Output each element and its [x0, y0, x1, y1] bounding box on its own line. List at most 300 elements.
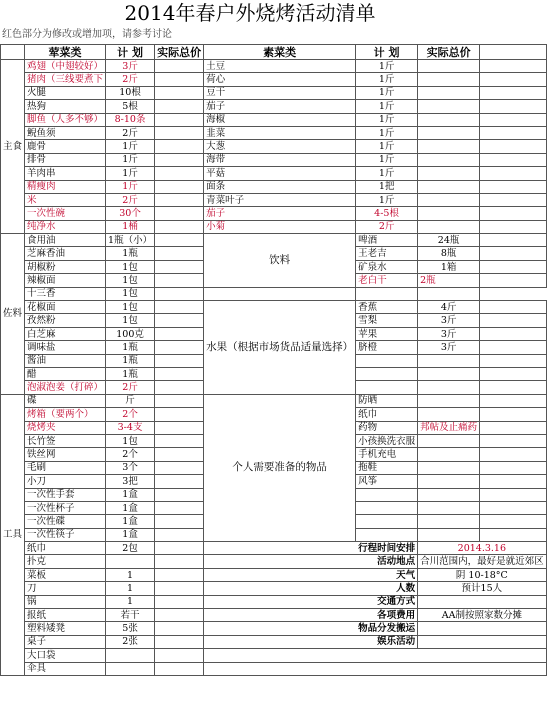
item-plan: 2斤 — [106, 73, 155, 86]
item-name: 荷心 — [204, 73, 356, 86]
blank-cell — [204, 287, 356, 300]
drink-name: 老白干 — [356, 274, 418, 287]
header-row — [1, 45, 547, 60]
blank-cell — [480, 381, 547, 394]
item-name: 调味盐 — [25, 341, 106, 354]
info-value: AA制按照家数分摊 — [418, 609, 547, 622]
item-price — [155, 394, 204, 407]
main-row — [1, 180, 547, 193]
item-plan: 1盒 — [106, 528, 155, 541]
item-name: 精瘦肉 — [25, 180, 106, 193]
info-label: 天气 — [204, 568, 418, 581]
column-header: 实际总价 — [155, 45, 204, 60]
item-price — [418, 167, 480, 180]
info-label: 娱乐活动 — [204, 635, 418, 648]
blank-cell — [418, 287, 480, 300]
item-plan: 4-5根 — [356, 207, 418, 220]
blank-cell — [480, 86, 547, 99]
item-plan: 1斤 — [106, 180, 155, 193]
item-plan: 1瓶 — [106, 354, 155, 367]
category-tools: 工具 — [1, 394, 25, 675]
item-plan: 1斤 — [356, 73, 418, 86]
info-value — [418, 595, 547, 608]
blank-cell — [480, 100, 547, 113]
item-plan: 2包 — [106, 542, 155, 555]
blank-cell — [356, 528, 418, 541]
blank-cell — [480, 274, 547, 287]
item-price — [155, 193, 204, 206]
item-name: 酱油 — [25, 354, 106, 367]
blank-cell — [418, 515, 480, 528]
item-name: 鹿骨 — [25, 140, 106, 153]
item-name: 平菇 — [204, 167, 356, 180]
blank-cell — [418, 528, 480, 541]
checklist-table — [0, 44, 547, 676]
drink-plan: 24瓶 — [418, 234, 480, 247]
blank-cell — [480, 528, 547, 541]
blank-cell — [480, 260, 547, 273]
item-price — [155, 180, 204, 193]
item-plan: 1把 — [356, 180, 418, 193]
item-name: 醋 — [25, 367, 106, 380]
item-price — [155, 247, 204, 260]
item-name: 报纸 — [25, 609, 106, 622]
item-name: 大葱 — [204, 140, 356, 153]
item-plan: 1斤 — [356, 126, 418, 139]
fruit-name: 苹果 — [356, 327, 418, 340]
item-price — [155, 622, 204, 635]
item-price — [418, 153, 480, 166]
blank-cell — [356, 354, 418, 367]
seasoning-row — [1, 301, 547, 314]
blank-cell — [418, 501, 480, 514]
column-header: 计 划 — [106, 45, 155, 60]
item-plan: 1盒 — [106, 515, 155, 528]
tools-row — [1, 635, 547, 648]
item-plan: 1桶 — [106, 220, 155, 233]
item-price — [155, 595, 204, 608]
item-name: 小菊 — [204, 220, 356, 233]
item-price — [155, 287, 204, 300]
item-name: 孜然粉 — [25, 314, 106, 327]
item-plan: 1 — [106, 595, 155, 608]
blank-cell — [480, 234, 547, 247]
blank-cell — [480, 153, 547, 166]
item-plan: 5张 — [106, 622, 155, 635]
blank-cell — [356, 515, 418, 528]
item-plan: 2斤 — [356, 220, 418, 233]
item-price — [155, 341, 204, 354]
personal-note: 邦帖及止痛药 — [418, 421, 480, 434]
item-price — [155, 86, 204, 99]
personal-item: 小孩换洗衣服 — [356, 434, 418, 447]
blank-cell — [480, 193, 547, 206]
main-row — [1, 140, 547, 153]
item-name: 豆干 — [204, 86, 356, 99]
main-row — [1, 220, 547, 233]
item-plan: 2个 — [106, 408, 155, 421]
item-plan: 1包 — [106, 301, 155, 314]
item-name: 猪肉（三线要煮下 — [25, 73, 106, 86]
personal-note — [418, 448, 480, 461]
blank-cell — [480, 314, 547, 327]
fruit-plan: 3斤 — [418, 314, 480, 327]
item-price — [155, 327, 204, 340]
item-plan: 1包 — [106, 434, 155, 447]
blank-cell — [480, 448, 547, 461]
blank-cell — [480, 301, 547, 314]
seasoning-row — [1, 287, 547, 300]
item-plan — [106, 649, 155, 662]
item-plan: 1瓶 — [106, 247, 155, 260]
item-plan: 3-4支 — [106, 421, 155, 434]
item-name: 纸巾 — [25, 542, 106, 555]
item-price — [155, 434, 204, 447]
item-name: 小刀 — [25, 475, 106, 488]
item-name: 菜板 — [25, 568, 106, 581]
blank-cell — [480, 354, 547, 367]
item-price — [155, 73, 204, 86]
info-value: 预计15人 — [418, 582, 547, 595]
column-header: 素菜类 — [204, 45, 356, 60]
item-price — [155, 234, 204, 247]
tools-row — [1, 649, 547, 662]
drink-plan: 8瓶 — [418, 247, 480, 260]
personal-item: 药物 — [356, 421, 418, 434]
personal-item: 手机充电 — [356, 448, 418, 461]
fruit-plan: 3斤 — [418, 341, 480, 354]
item-plan: 8-10条 — [106, 113, 155, 126]
item-name: 一次性杯子 — [25, 501, 106, 514]
item-name: 鲵鱼须 — [25, 126, 106, 139]
item-name: 青菜叶子 — [204, 193, 356, 206]
drink-name: 啤酒 — [356, 234, 418, 247]
seasoning-row — [1, 234, 547, 247]
blank-cell — [480, 113, 547, 126]
item-plan: 1斤 — [356, 167, 418, 180]
item-price — [418, 113, 480, 126]
item-price — [155, 609, 204, 622]
item-plan: 2斤 — [106, 381, 155, 394]
item-name: 胡椒粉 — [25, 260, 106, 273]
item-price — [155, 301, 204, 314]
item-name: 米 — [25, 193, 106, 206]
fruit-plan: 4斤 — [418, 301, 480, 314]
item-price — [155, 220, 204, 233]
item-plan: 3个 — [106, 461, 155, 474]
main-row — [1, 167, 547, 180]
item-price — [155, 314, 204, 327]
blank-cell — [480, 434, 547, 447]
item-plan: 1斤 — [106, 153, 155, 166]
item-plan — [106, 555, 155, 568]
item-price — [418, 180, 480, 193]
item-plan: 1瓶 — [106, 367, 155, 380]
item-plan: 1斤 — [356, 153, 418, 166]
blank-cell — [480, 475, 547, 488]
main-row — [1, 193, 547, 206]
item-price — [155, 501, 204, 514]
sheet-title: 2014年春户外烧烤活动清单 — [124, 1, 376, 25]
item-plan: 1包 — [106, 260, 155, 273]
item-price — [155, 528, 204, 541]
blank-cell — [480, 367, 547, 380]
item-plan: 1包 — [106, 274, 155, 287]
main-row — [1, 73, 547, 86]
drink-plan: 1箱 — [418, 260, 480, 273]
item-name: 花椒面 — [25, 301, 106, 314]
item-name: 一次性碟 — [25, 515, 106, 528]
item-price — [418, 193, 480, 206]
item-name: 一次性碗 — [25, 207, 106, 220]
personal-note — [418, 475, 480, 488]
item-name: 白芝麻 — [25, 327, 106, 340]
item-name: 十三香 — [25, 287, 106, 300]
blank-cell — [480, 73, 547, 86]
item-plan: 3斤 — [106, 60, 155, 73]
fruit-plan: 3斤 — [418, 327, 480, 340]
item-name: 泡淑泡姜（打碎） — [25, 381, 106, 394]
item-name: 长竹签 — [25, 434, 106, 447]
item-price — [155, 381, 204, 394]
item-name: 一次性筷子 — [25, 528, 106, 541]
main-row — [1, 207, 547, 220]
item-price — [155, 421, 204, 434]
info-value — [418, 635, 547, 648]
item-name: 扑克 — [25, 555, 106, 568]
item-plan: 若干 — [106, 609, 155, 622]
item-price — [418, 60, 480, 73]
item-name: 锅 — [25, 595, 106, 608]
item-plan: 1斤 — [106, 140, 155, 153]
personal-note — [418, 434, 480, 447]
fruit-label: 水果（根据市场货品适量选择） — [204, 301, 356, 395]
blank-cell — [480, 461, 547, 474]
item-plan: 1包 — [106, 314, 155, 327]
item-plan: 1斤 — [356, 113, 418, 126]
corner-cell — [1, 45, 25, 60]
item-price — [418, 207, 480, 220]
item-plan: 1 — [106, 568, 155, 581]
tools-row — [1, 622, 547, 635]
item-name: 面条 — [204, 180, 356, 193]
blank-cell — [480, 341, 547, 354]
blank-cell — [480, 247, 547, 260]
main-row — [1, 100, 547, 113]
item-plan: 5根 — [106, 100, 155, 113]
item-name: 桌子 — [25, 635, 106, 648]
tools-row — [1, 582, 547, 595]
blank-header — [480, 45, 547, 60]
item-plan: 10根 — [106, 86, 155, 99]
item-price — [155, 649, 204, 662]
item-price — [155, 662, 204, 675]
item-price — [155, 207, 204, 220]
item-name: 羊肉串 — [25, 167, 106, 180]
item-plan: 1瓶 — [106, 341, 155, 354]
info-label: 活动地点 — [204, 555, 418, 568]
personal-item: 防晒 — [356, 394, 418, 407]
blank-cell — [418, 488, 480, 501]
item-name: 大口袋 — [25, 649, 106, 662]
blank-cell — [418, 367, 480, 380]
item-name: 铁丝网 — [25, 448, 106, 461]
tools-row — [1, 662, 547, 675]
main-row — [1, 86, 547, 99]
item-name: 伞具 — [25, 662, 106, 675]
item-plan: 2斤 — [106, 193, 155, 206]
column-header: 实际总价 — [418, 45, 480, 60]
item-name: 芝麻香油 — [25, 247, 106, 260]
column-header: 计 划 — [356, 45, 418, 60]
blank-cell — [480, 180, 547, 193]
personal-note — [418, 461, 480, 474]
blank-cell — [356, 287, 418, 300]
item-price — [155, 448, 204, 461]
item-price — [418, 73, 480, 86]
personal-label: 个人需要准备的物品 — [204, 394, 356, 541]
item-plan: 100克 — [106, 327, 155, 340]
blank-cell — [480, 327, 547, 340]
category-seasoning: 佐料 — [1, 234, 25, 395]
item-price — [155, 100, 204, 113]
item-name: 茄子 — [204, 100, 356, 113]
item-name: 韭菜 — [204, 126, 356, 139]
item-name: 烤箱（要两个） — [25, 408, 106, 421]
tools-row — [1, 542, 547, 555]
item-price — [155, 475, 204, 488]
item-price — [418, 140, 480, 153]
item-price — [155, 568, 204, 581]
info-value: 阴 10-18°C — [418, 568, 547, 581]
item-plan: 斤 — [106, 394, 155, 407]
item-name: 塑料矮凳 — [25, 622, 106, 635]
drink-name: 王老吉 — [356, 247, 418, 260]
item-price — [418, 86, 480, 99]
blank-cell — [480, 515, 547, 528]
tools-row — [1, 568, 547, 581]
item-name: 碟 — [25, 394, 106, 407]
tools-row — [1, 595, 547, 608]
item-price — [155, 354, 204, 367]
personal-item: 风筝 — [356, 475, 418, 488]
tools-row — [1, 394, 547, 407]
item-name: 热狗 — [25, 100, 106, 113]
item-plan: 3把 — [106, 475, 155, 488]
main-row — [1, 113, 547, 126]
item-price — [155, 555, 204, 568]
item-name: 一次性手套 — [25, 488, 106, 501]
info-value — [418, 622, 547, 635]
item-name: 刀 — [25, 582, 106, 595]
item-name: 排骨 — [25, 153, 106, 166]
item-price — [155, 140, 204, 153]
blank-cell — [480, 167, 547, 180]
item-price — [155, 515, 204, 528]
item-name: 烧烤夹 — [25, 421, 106, 434]
blank-cell — [418, 354, 480, 367]
item-name: 纯净水 — [25, 220, 106, 233]
blank-cell — [356, 381, 418, 394]
blank-cell — [480, 140, 547, 153]
info-label: 行程时间安排 — [204, 542, 418, 555]
info-label: 交通方式 — [204, 595, 418, 608]
item-price — [155, 408, 204, 421]
personal-item: 拖鞋 — [356, 461, 418, 474]
item-name: 火腿 — [25, 86, 106, 99]
item-plan: 1斤 — [356, 60, 418, 73]
item-plan: 1斤 — [356, 140, 418, 153]
item-name: 茄子 — [204, 207, 356, 220]
tools-row — [1, 609, 547, 622]
item-plan: 2张 — [106, 635, 155, 648]
item-price — [418, 100, 480, 113]
item-plan: 2斤 — [106, 126, 155, 139]
blank-cell — [480, 207, 547, 220]
item-plan: 1盒 — [106, 488, 155, 501]
personal-note — [418, 394, 480, 407]
item-plan: 1包 — [106, 287, 155, 300]
item-price — [155, 582, 204, 595]
item-name: 海椒 — [204, 113, 356, 126]
item-plan: 1斤 — [106, 167, 155, 180]
blank-cell — [480, 501, 547, 514]
item-name: 土豆 — [204, 60, 356, 73]
item-plan: 1斤 — [356, 86, 418, 99]
blank-cell — [204, 662, 547, 675]
item-name: 脚鱼（人多不够） — [25, 113, 106, 126]
main-row — [1, 60, 547, 73]
item-price — [418, 126, 480, 139]
item-plan: 30个 — [106, 207, 155, 220]
item-price — [155, 113, 204, 126]
item-plan: 1瓶（小） — [106, 234, 155, 247]
item-price — [418, 220, 480, 233]
item-price — [155, 488, 204, 501]
info-value: 合川范围内，最好是就近郊区 — [418, 555, 547, 568]
category-main: 主食 — [1, 60, 25, 234]
column-header: 荤菜类 — [25, 45, 106, 60]
drink-name: 矿泉水 — [356, 260, 418, 273]
main-row — [1, 126, 547, 139]
item-price — [155, 60, 204, 73]
blank-cell — [356, 367, 418, 380]
item-name: 鸡翅（中翅较好） — [25, 60, 106, 73]
info-label: 各项费用 — [204, 609, 418, 622]
fruit-name: 香蕉 — [356, 301, 418, 314]
tools-row — [1, 555, 547, 568]
item-price — [155, 367, 204, 380]
item-price — [155, 260, 204, 273]
item-name: 毛刷 — [25, 461, 106, 474]
item-price — [155, 635, 204, 648]
main-row — [1, 153, 547, 166]
item-plan: 1斤 — [356, 193, 418, 206]
blank-cell — [480, 408, 547, 421]
item-name: 辣椒面 — [25, 274, 106, 287]
fruit-name: 脐橙 — [356, 341, 418, 354]
personal-item: 纸巾 — [356, 408, 418, 421]
item-price — [155, 274, 204, 287]
blank-cell — [356, 501, 418, 514]
drinks-label: 饮料 — [204, 234, 356, 288]
info-label: 物品分发搬运 — [204, 622, 418, 635]
drink-plan: 2瓶 — [418, 274, 480, 287]
sheet-note: 红色部分为修改或增加项，请参考讨论 — [2, 29, 172, 40]
item-price — [155, 153, 204, 166]
item-price — [155, 461, 204, 474]
blank-cell — [480, 220, 547, 233]
